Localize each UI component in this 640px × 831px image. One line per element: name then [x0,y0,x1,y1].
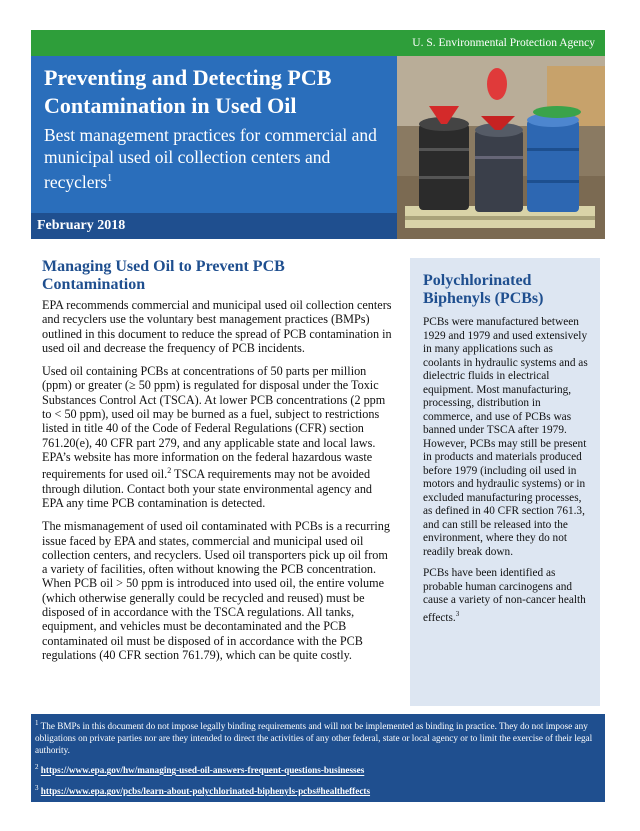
threshold-value: > 50 ppm [116,576,163,591]
footnotes-box [31,714,605,802]
footnote-1-number: 1 [35,719,39,727]
page-title [44,64,387,120]
footnote-1 [35,718,600,756]
pcb-sidebar [410,258,600,706]
footnote-1-text: The BMPs in this document do not impose legally binding requirements and will not be implemented as binding in practice. They do not impose any obligations on private parties nor are they intended to direct the activities of any other federal, state or local agency or to limit the exercise of their legal authority. [35,721,593,755]
footnote-2-number: 2 [35,763,39,772]
publication-date: February 2018 [37,218,126,233]
footnote-ref-2: 2 [167,466,172,476]
sidebar-paragraph-1: PCBs were manufactured between 1929 and 1979 and used extensively in many applications such as coolants in hydraulic systems and as dielectric fluids in electrical equipment. Most manufacturing, processing, distribution in commerce, and use of PCBs was banned under TSCA after 1979. However, PCBs may still be present in products and materials produced before 1979 (including oil used in motors and hydraulic systems) or in excluded manufacturing processes, as defined in 40 CFR section 761.3, and can still be released into the environment, where they do not readily break down. [423,316,588,558]
footnote-3-link[interactable]: https://www.epa.gov/pcbs/learn-about-polychlorinated-biphenyls-pcbs#healtheffects [40,786,371,797]
footnote-3-number: 3 [35,784,39,793]
sidebar-heading-line-2: Biphenyls (PCBs) [423,290,544,307]
sidebar-paragraph-2-text: PCBs have been identified as probable human carcinogens and cause a variety of non-cancer health effects. [423,567,586,624]
main-heading-line-2: Contamination [42,276,146,293]
sidebar-heading-line-1: Polychlorinated [423,272,532,289]
paragraph-1: EPA recommends commercial and municipal used oil collection centers and recyclers use the voluntary best management practices (BMPs) outlined in this document to reduce the spread of PCB contamination in used oil and decrease the frequency of PCB incidents. [42,298,392,355]
main-column [31,258,394,671]
footnote-2-link[interactable]: https://www.epa.gov/hw/managing-used-oil-answers-frequent-questions-businesses [40,765,365,776]
sidebar-heading [423,272,592,308]
date-bar [31,213,397,239]
paragraph-2 [42,364,394,510]
subtitle-text: Best management practices for commercial and municipal used oil collection centers and recyclers [44,125,377,192]
footnote-2 [35,762,600,777]
oil-drums-photo [397,56,605,239]
title-block [31,56,397,213]
agency-bar [31,30,605,56]
paragraph-2-part-a: Used oil containing PCBs at concentrations of 50 parts per million (ppm) or greater (≥ 50 ppm) is regulated for disposal under the Toxic Substances Control Act (TSCA). At lower PCB concentrations (2 ppm to < 50 ppm), used oil may be burned as a fuel, subject to restrictions listed in title 40 of the Code of Federal Regulations (CFR) section 761.20(e), 40 CFR part 279, and any applicable state and local laws. EPA’s website has more information on the federal hazardous waste requirements for used oil. [42,364,386,482]
main-heading-line-1: Managing Used Oil to Prevent PCB [42,258,285,275]
title-line-2: Contamination in Used Oil [44,93,297,118]
page-subtitle [44,124,387,193]
subtitle-footnote-ref: 1 [107,173,113,184]
agency-name: U. S. Environmental Protection Agency [412,37,595,49]
paragraph-3 [42,519,394,662]
paragraph-3-part-b: is introduced into used oil, the entire volume (which otherwise generally could be recycled and reused) must be disposed of in accordance with the TSCA regulations. All tanks, equipment, and vehicles must be decontaminated and the PCB contaminated oil must be disposed of in accordance with the PCB regulations (40 CFR section 761.79), which can be quite costly. [42,576,385,662]
paragraph-2-part-b: TSCA requirements may not be avoided through dilution. Contact both your state environmental agency and EPA any time PCB contamination is detected. [42,467,373,510]
main-heading [42,258,394,294]
footnote-ref-3: 3 [455,609,460,618]
paragraph-3-part-a: The mismanagement of used oil contaminated with PCBs is a recurring issue faced by EPA and states, commercial and municipal used oil collection centers, and recyclers. Used oil transporters pick up oil from a variety of facilities, often without knowing the PCB concentration. When PCB oil [42,519,390,591]
title-line-1: Preventing and Detecting PCB [44,65,332,90]
footnote-3 [35,783,600,798]
sidebar-paragraph-2 [423,567,592,625]
